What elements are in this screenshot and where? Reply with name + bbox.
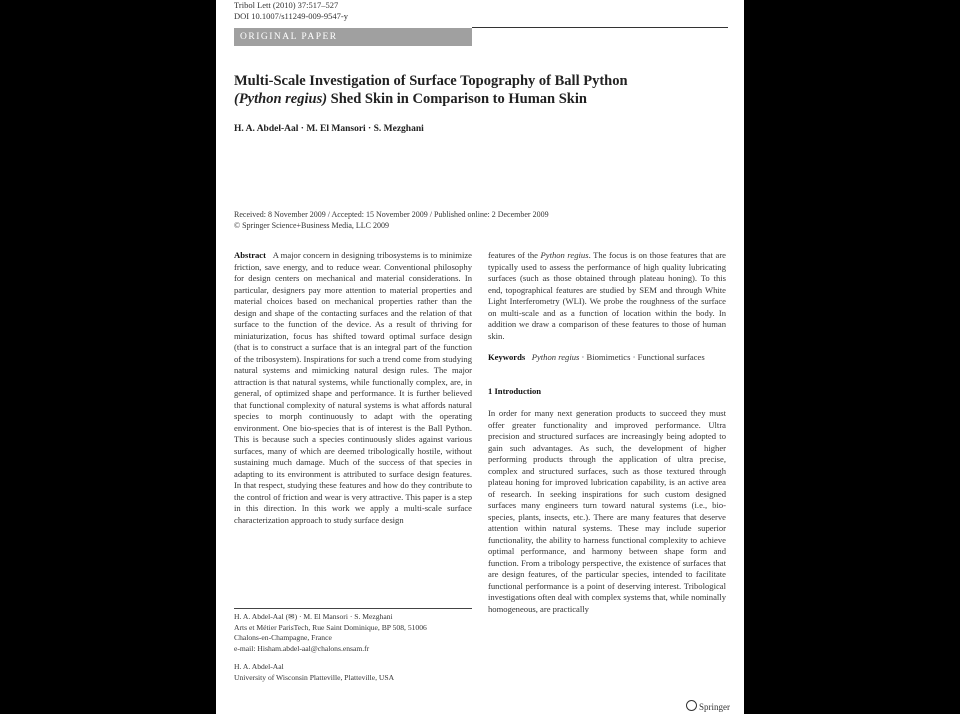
affiliation-institution-1: Arts et Métier ParisTech, Rue Saint Dominique, BP 508, 51006 bbox=[234, 622, 427, 632]
publisher-name: Springer bbox=[699, 702, 730, 712]
received-accepted: Received: 8 November 2009 / Accepted: 15 November 2009 / Published online: 2 December 2009 bbox=[234, 210, 549, 219]
abstract-label: Abstract bbox=[234, 250, 266, 260]
keywords bbox=[488, 352, 726, 364]
paper-page bbox=[216, 0, 744, 714]
title-line-1: Multi-Scale Investigation of Surface Topography of Ball Python bbox=[234, 73, 628, 89]
section-heading-introduction: 1 Introduction bbox=[488, 385, 542, 396]
keywords-rest: · Biomimetics · Functional surfaces bbox=[579, 352, 705, 362]
section-banner: ORIGINAL PAPER bbox=[234, 28, 472, 46]
abstract-text: A major concern in designing tribosystems is to minimize friction, save energy, and to reduce wear. Conventional philosophy for design centers on mechanical and material considerations. In particular, designers pay more attention to material properties and material choices based on mechanical properties rather than the design and shape of the contacting surfaces and the relation of that surface to the function of the device. As a result of thriving for miniaturization, focus has shifted toward optimal surface design (that is to construct a surface that is an integral part of the function of the tribosystem). Inspirations for such a trend come from studying natural systems and mimicking natural design rules. The major attraction is that natural systems, while functionally complex, are, in general, of optimized shape and performance. It is further believed that functional complexity of natural systems is what affords natural species to morph continuously to adapt with the operating environment. One bio-species that is of interest is the Ball Python. This is because such a species continuously slides against various surfaces, many of which are deemed tribologically hostile, without sustaining much damage. Much of the success of that species in adapting to its environment is attributed to surface design features. In that respect, studying these features and how do they contribute to the control of friction and wear is very attractive. This paper is a step in this direction. In this work we apply a multi-scale surface characterization approach to study surface design bbox=[234, 250, 472, 525]
citation-block bbox=[234, 0, 348, 22]
paper-title bbox=[234, 72, 724, 108]
affiliation-institution-2: University of Wisconsin Platteville, Platteville, USA bbox=[234, 672, 395, 682]
affiliations bbox=[234, 612, 472, 683]
keywords-label: Keywords bbox=[488, 352, 526, 362]
left-column bbox=[234, 250, 472, 526]
affiliation-authors: H. A. Abdel-Aal (✉) · M. El Mansori · S. Mezghani bbox=[234, 612, 393, 621]
journal-citation: Tribol Lett (2010) 37:517–527 bbox=[234, 0, 339, 10]
right-column bbox=[488, 250, 726, 615]
abstract bbox=[234, 250, 472, 526]
header-rule bbox=[472, 27, 728, 28]
springer-horse-icon bbox=[686, 700, 697, 711]
publication-dates bbox=[234, 210, 549, 231]
copyright: © Springer Science+Business Media, LLC 2009 bbox=[234, 220, 390, 230]
doi: DOI 10.1007/s11249-009-9547-y bbox=[234, 11, 348, 21]
affiliation-author-2: H. A. Abdel-Aal bbox=[234, 662, 284, 671]
footnote-rule bbox=[234, 608, 472, 609]
affiliation-email: e-mail: Hisham.abdel-aal@chalons.ensam.fr bbox=[234, 643, 370, 653]
title-line-2: Shed Skin in Comparison to Human Skin bbox=[327, 91, 587, 107]
keyword-species: Python regius bbox=[531, 352, 580, 362]
abstract-continued bbox=[488, 250, 726, 342]
title-species: (Python regius) bbox=[234, 91, 328, 107]
publisher-footer bbox=[686, 700, 730, 712]
affiliation-city-1: Chalons-en-Champagne, France bbox=[234, 633, 332, 642]
author-list: H. A. Abdel-Aal · M. El Mansori · S. Mezghani bbox=[234, 124, 424, 134]
introduction-text: In order for many next generation products to succeed they must offer greater functionality and improved performance. Ultra precision and structured surfaces are increasingly being adopted to gain such advantages. As such, the development of higher performing products through the application of ultra precise, complex and structured surfaces, such as those textured through plateau honing for improved lubrication capability, is an active area of research. In seeking inspirations for such custom designed surfaces many engineers turn toward natural systems (i.e., bio-species, plants, insects, etc.). There are many features that deserve attention within natural systems. These may include superior functionality, the ability to harness functional complexity to achieve optimal performance, and harmony between shape form and function. From a tribology perspective, the existence of surfaces that are design features, of the particular species, intended to facilitate functional performance is a point of deserving interest. Tribological investigations often deal with complex systems that, while nominally homogeneous, are practically bbox=[488, 408, 726, 614]
abstract-cont-pre: features of the bbox=[488, 250, 541, 260]
abstract-species: Python regius bbox=[540, 250, 589, 260]
abstract-cont-rest: . The focus is on those features that are typically used to assess the performance of high quality lubricating surfaces (such as those obtained through plateau honing). To this end, topographical features are studied by SEM and through White Light Interferometry (WLI). We probe the roughness of the surface on multi-scale and as a function of location within the body. In addition we draw a comparison of these features to those of human skin. bbox=[488, 250, 726, 341]
